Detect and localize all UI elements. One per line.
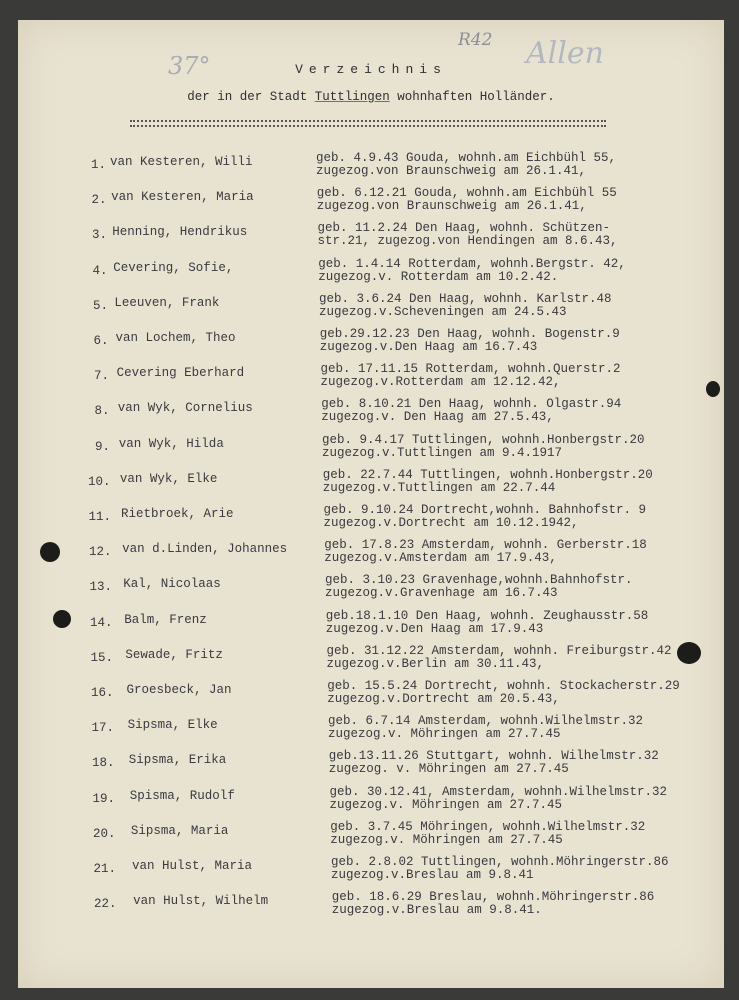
entry-birth-line: geb. 1.4.14 Rotterdam, wohnh.Bergstr. 42, <box>318 256 626 271</box>
entry-number: 12. <box>88 545 112 560</box>
entry-name: Cevering, Sofie, <box>113 260 234 275</box>
entry-number: 11. <box>88 510 111 524</box>
punch-hole <box>677 642 701 664</box>
subtitle-suffix: wohnhaften Holländer. <box>389 90 555 104</box>
entry-birth-line: geb. 22.7.44 Tuttlingen, wohnh.Honbergstr.20 <box>322 467 653 482</box>
entry-name: Sewade, Fritz <box>125 647 223 662</box>
entry-birth-line: geb. 2.8.02 Tuttlingen, wohnh.Möhringerstr.86 <box>331 855 669 869</box>
entry-birth-line: geb. 3.7.45 Möhringen, wohnh.Wilhelmstr.32 <box>330 819 646 834</box>
entry-move-line: zugezog.v. Den Haag am 27.5.43, <box>321 410 554 425</box>
entry-move-line: zugezog.v.Scheveningen am 24.5.43 <box>319 304 567 319</box>
entry-move-line: zugezog.v. Möhringen am 27.7.45 <box>329 797 563 812</box>
entry-number: 21. <box>93 862 116 876</box>
entry-name: van Lochem, Theo <box>115 331 236 345</box>
entry-move-line: zugezog.v. Möhringen am 27.7.45 <box>330 832 563 847</box>
entry-birth-line: geb. 8.10.21 Den Haag, wohnh. Olgastr.94 <box>321 397 622 412</box>
handwritten-ref-mark: R42 <box>458 30 493 50</box>
entry-birth-line: geb. 3.10.23 Gravenhage,wohnh.Bahnhofstr. <box>325 573 633 588</box>
entry-name: van Wyk, Cornelius <box>117 401 253 416</box>
entry-number: 9. <box>94 439 110 454</box>
entry-birth-line: geb. 6.7.14 Amsterdam, wohnh.Wilhelmstr.32 <box>328 714 644 729</box>
entry-move-line: zugezog.v.Dortrecht am 10.12.1942, <box>323 516 579 530</box>
entry-number: 22. <box>93 897 117 912</box>
punch-hole <box>40 542 60 562</box>
entry-name: van Wyk, Hilda <box>118 436 224 451</box>
entry-birth-line: geb. 30.12.41, Amsterdam, wohnh.Wilhelmstr.32 <box>329 784 668 799</box>
entry-birth-line: geb.18.1.10 Den Haag, wohnh. Zeughausstr.58 <box>325 608 649 623</box>
entry-number: 14. <box>89 615 113 630</box>
entry-move-line: zugezog.v. Rotterdam am 10.2.42. <box>318 269 559 284</box>
entry-name: Rietbroek, Arie <box>121 507 234 521</box>
title-rule <box>130 120 606 127</box>
entry-move-line: zugezog.von Braunschweig am 26.1.41, <box>316 164 587 178</box>
entry-number: 2. <box>91 193 107 208</box>
entry-move-line: zugezog.v.Breslau am 9.8.41. <box>331 903 542 918</box>
entry-move-line: str.21, zugezog.von Hendingen am 8.6.43, <box>317 234 618 249</box>
entry-move-line: zugezog.v.Rotterdam am 12.12.42, <box>320 375 561 390</box>
entry-move-line: zugezog.v.Den Haag am 16.7.43 <box>319 340 538 354</box>
entry-name: Sipsma, Elke <box>127 718 218 733</box>
entry-number: 7. <box>93 369 109 384</box>
entry-birth-line: geb. 11.2.24 Den Haag, wohnh. Schützen- <box>317 221 611 236</box>
entry-birth-line: geb. 9.4.17 Tuttlingen, wohnh.Honbergstr.20 <box>322 432 645 447</box>
entry-name: van d.Linden, Johannes <box>122 542 288 557</box>
entry-move-line: zugezog.v.Dortrecht am 20.5.43, <box>327 692 560 706</box>
entry-name: van Kesteren, Maria <box>111 190 254 205</box>
entry-birth-line: geb.29.12.23 Den Haag, wohnh. Bogenstr.9 <box>319 327 620 341</box>
entry-number: 13. <box>89 580 112 595</box>
entry-birth-line: geb. 6.12.21 Gouda, wohnh.am Eichbühl 55 <box>316 186 617 201</box>
entry-move-line: zugezog.v.Den Haag am 17.9.43 <box>325 621 544 636</box>
entry-move-line: zugezog.v.Breslau am 9.8.41 <box>331 868 534 882</box>
entry-number: 15. <box>90 650 113 665</box>
entry-move-line: zugezog.v.Tuttlingen am 9.4.1917 <box>322 445 563 460</box>
subtitle-prefix: der in der Stadt <box>187 90 315 104</box>
entry-move-line: zugezog.v. Möhringen am 27.7.45 <box>328 727 561 742</box>
entry-name: van Hulst, Wilhelm <box>133 894 269 909</box>
entry-number: 10. <box>87 474 111 489</box>
subtitle-place: Tuttlingen <box>314 90 390 104</box>
document-title: Verzeichnis <box>295 62 447 77</box>
entry-move-line: zugezog. v. Möhringen am 27.7.45 <box>328 762 569 777</box>
entry-name: Cevering Eberhard <box>116 366 245 381</box>
entry-name: Kal, Nicolaas <box>123 577 221 592</box>
entry-number: 4. <box>92 263 108 278</box>
entry-birth-line: geb.13.11.26 Stuttgart, wohnh. Wilhelmstr.32 <box>328 749 659 764</box>
handwritten-name-mark: Allen <box>526 36 604 71</box>
entry-name: Leeuven, Frank <box>114 295 220 310</box>
entry-birth-line: geb. 4.9.43 Gouda, wohnh.am Eichbühl 55, <box>316 151 617 165</box>
document-subtitle <box>18 90 724 104</box>
entry-birth-line: geb. 15.5.24 Dortrecht, wohnh. Stockacherstr.29 <box>327 679 680 693</box>
entry-move-line: zugezog.v.Amsterdam am 17.9.43, <box>324 551 557 566</box>
entry-birth-line: geb. 17.8.23 Amsterdam, wohnh. Gerberstr.18 <box>324 538 647 553</box>
entry-number: 3. <box>91 228 107 243</box>
entry-birth-line: geb. 17.11.15 Rotterdam, wohnh.Querstr.2 <box>320 362 621 377</box>
entry-number: 1. <box>90 158 106 172</box>
entry-name: van Wyk, Elke <box>119 471 218 486</box>
entry-name: Sipsma, Erika <box>128 753 227 768</box>
entry-name: Sipsma, Maria <box>130 823 229 838</box>
entry-move-line: zugezog.v.Berlin am 30.11.43, <box>326 656 545 671</box>
entry-name: van Hulst, Maria <box>132 859 253 873</box>
entry-birth-line: geb. 31.12.22 Amsterdam, wohnh. Freiburgstr.42 <box>326 643 672 658</box>
entry-move-line: zugezog.v.Tuttlingen am 22.7.44 <box>322 480 556 495</box>
entry-number: 16. <box>90 686 114 700</box>
entry-name: Groesbeck, Jan <box>126 683 232 697</box>
entry-number: 20. <box>92 826 116 841</box>
punch-hole <box>706 381 720 397</box>
document-page <box>18 20 724 988</box>
handwritten-number-mark: 37° <box>168 52 211 80</box>
entry-number: 17. <box>91 721 114 736</box>
entry-number: 8. <box>94 404 110 419</box>
entry-name: Spisma, Rudolf <box>129 788 235 803</box>
entry-birth-line: geb. 18.6.29 Breslau, wohnh.Möhringerstr.86 <box>331 890 655 905</box>
entry-number: 19. <box>92 791 115 806</box>
entry-move-line: zugezog.von Braunschweig am 26.1.41, <box>316 199 587 214</box>
entry-birth-line: geb. 3.6.24 Den Haag, wohnh. Karlstr.48 <box>319 291 612 306</box>
entry-number: 18. <box>91 756 115 771</box>
entry-number: 5. <box>92 298 108 313</box>
entry-name: Henning, Hendrikus <box>112 225 248 240</box>
entry-number: 6. <box>93 334 109 348</box>
entry-name: Balm, Frenz <box>124 612 207 627</box>
entry-birth-line: geb. 9.10.24 Dortrecht,wohnh. Bahnhofstr. 9 <box>323 503 647 517</box>
entry-move-line: zugezog.v.Gravenhage am 16.7.43 <box>325 586 558 601</box>
entry-name: van Kesteren, Willi <box>110 155 253 169</box>
punch-hole <box>53 610 71 628</box>
